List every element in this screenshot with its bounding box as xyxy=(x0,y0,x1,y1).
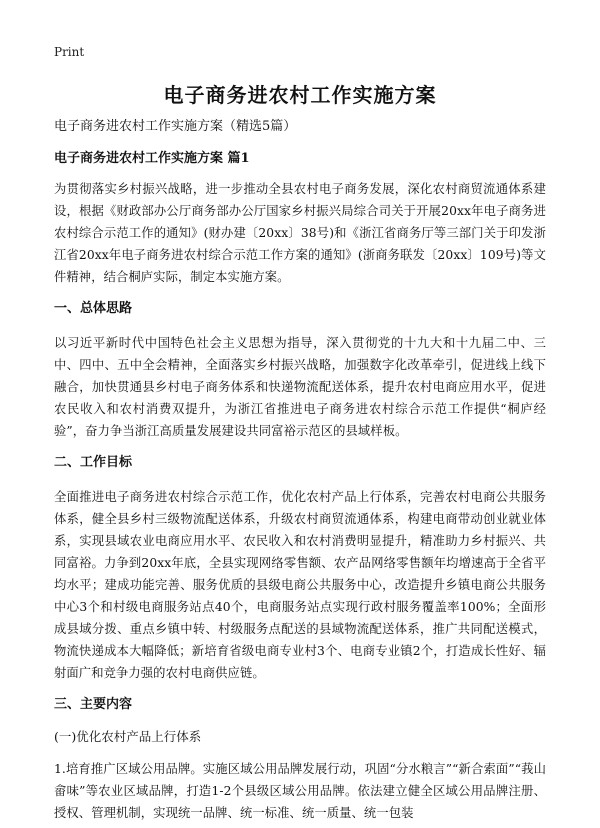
section-body-main-content: 1.培育推广区域公用品牌。实施区域公用品牌发展行动，巩固“分水粮言”“新合索面”“莪山畲味”等农业区域品牌，打造1-2个县级区域公用品牌。依法建立健全区域公用品牌注册、授权、管理机制，实现统一品牌、统一标准、统一质量、统一包装 xyxy=(54,762,546,820)
intro-paragraph: 为贯彻落实乡村振兴战略，进一步推动全县农村电子商务发展，深化农村商贸流通体系建设，根据《财政部办公厅商务部办公厅国家乡村振兴局综合司关于开展20xx年电子商务进农村综合示范工作的通知》(财办建〔20xx〕38号)和《浙江省商务厅等三部门关于印发浙江省20xx年电子商务进农村综合示范工作方案的通知》(浙商务联发〔20xx〕109号)等文件精神，结合桐庐实际，制定本实施方案。 xyxy=(54,182,546,284)
document-subtitle: 电子商务进农村工作实施方案（精选5篇） xyxy=(54,119,297,134)
document-body xyxy=(54,118,546,828)
section-body-general-approach: 以习近平新时代中国特色社会主义思想为指导，深入贯彻党的十九大和十九届二中、三中、四中、五中全会精神，全面落实乡村振兴战略，加强数字化改革牵引，促进线上线下融合，加快贯通县乡村电子商务体系和快递物流配送体系，提升农村电商应用水平，促进农民收入和农村消费双提升，为浙江省推进电子商务进农村综合示范工作提供“桐庐经验”，奋力争当浙江高质量发展建设共同富裕示范区的县域样板。 xyxy=(54,336,546,438)
section-heading-general-approach: 一、总体思路 xyxy=(54,301,133,316)
article-heading: 电子商务进农村工作实施方案 篇1 xyxy=(54,151,250,166)
section-heading-work-goals: 二、工作目标 xyxy=(54,455,133,470)
section-heading-main-content: 三、主要内容 xyxy=(54,697,133,712)
document-title: 电子商务进农村工作实施方案 xyxy=(163,83,437,107)
print-link[interactable]: Print xyxy=(54,45,85,59)
subsection-heading-product-upstream: (一)优化农村产品上行体系 xyxy=(54,729,202,744)
section-body-work-goals: 全面推进电子商务进农村综合示范工作，优化农村产品上行体系，完善农村电商公共服务体系，健全县乡村三级物流配送体系，升级农村商贸流通体系，构建电商带动创业就业体系，实现县域农业电商应用水平、农民收入和农村消费明显提升，精准助力乡村振兴、共同富裕。力争到20xx年底，全县实现网络零售额、农产品网络零售额年均增速高于全省平均水平；建成功能完善、服务优质的县级电商公共服务中心，改造提升乡镇电商公共服务中心3个和村级电商服务站点40个，电商服务站点实现行政村服务覆盖率100%；全面形成县域分拨、重点乡镇中转、村级服务点配送的县域物流配送体系，推广共同配送模式，物流快递成本大幅降低；新培育省级电商专业村3个、电商专业镇2个，打造成长性好、辐射面广和竞争力强的农村电商供应链。 xyxy=(54,490,546,680)
